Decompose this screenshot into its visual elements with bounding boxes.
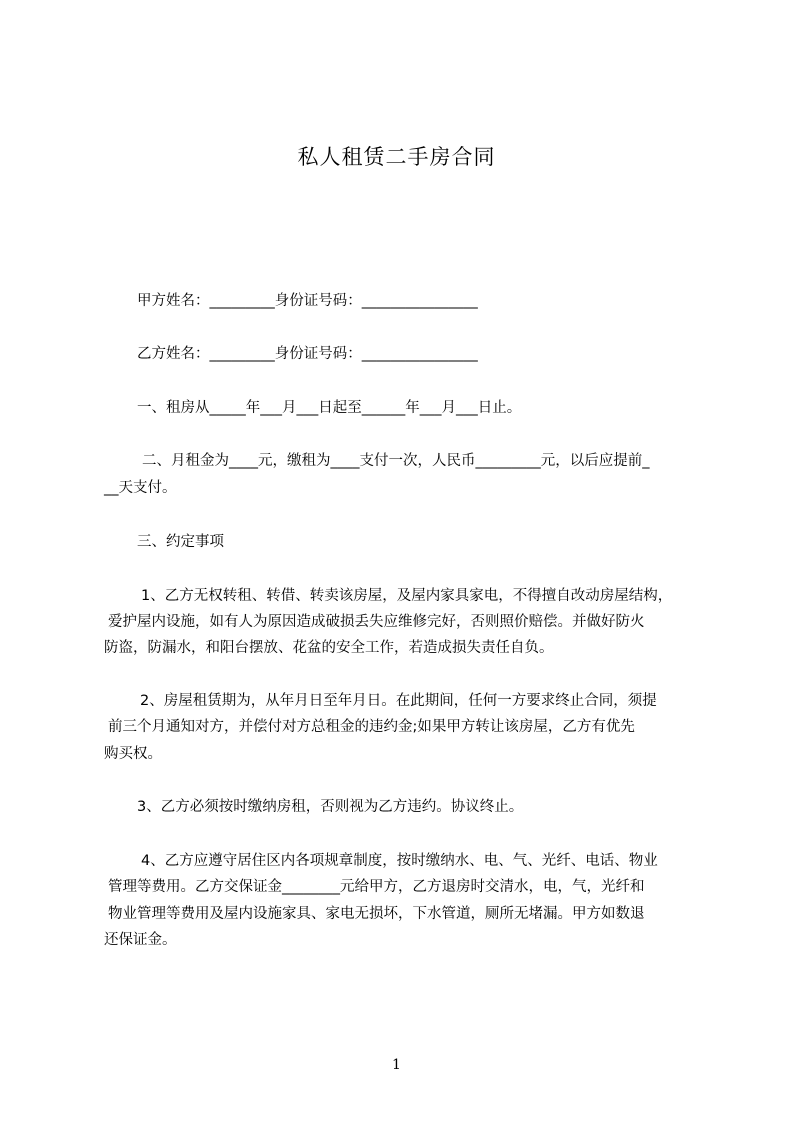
document-title: 私人租赁二手房合同: [297, 145, 496, 169]
item-2-line-1: 2、房屋租赁期为，从年月日至年月日。在此期间，任何一方要求终止合同，须提: [140, 693, 657, 709]
clause-2-line-2: __天支付。: [104, 480, 177, 496]
party-b-line: 乙方姓名：_________身份证号码：________________: [137, 346, 478, 362]
clause-1-term: 一、租房从_____年___月___日起至______年___月___日止。: [137, 400, 522, 416]
item-2-line-3: 购买权。: [104, 746, 162, 762]
item-4-line-3: 物业管理等费用及屋内设施家具、家电无损坏，下水管道，厕所无堵漏。甲方如数退: [108, 906, 645, 922]
party-a-line: 甲方姓名：_________身份证号码：________________: [137, 293, 478, 309]
item-4-line-2: 管理等费用。乙方交保证金________元给甲方，乙方退房时交清水，电，气，光纤和: [108, 879, 645, 895]
item-2-line-2: 前三个月通知对方，并偿付对方总租金的违约金;如果甲方转让该房屋，乙方有优先: [108, 719, 635, 735]
page-number: 1: [392, 1057, 401, 1073]
item-4-line-1: 4、乙方应遵守居住区内各项规章制度，按时缴纳水、电、气、光纤、电话、物业: [141, 853, 658, 869]
item-1-line-3: 防盗，防漏水，和阳台摆放、花盆的安全工作，若造成损失责任自负。: [104, 640, 554, 656]
item-3-line: 3、乙方必须按时缴纳房租，否则视为乙方违约。协议终止。: [137, 799, 524, 815]
item-4-line-4: 还保证金。: [104, 932, 177, 948]
item-1-line-2: 爱护屋内设施，如有人为原因造成破损丢失应维修完好，否则照价赔偿。并做好防火: [108, 614, 645, 630]
item-1-line-1: 1、乙方无权转租、转借、转卖该房屋，及屋内家具家电，不得擅自改动房屋结构，: [141, 588, 673, 604]
clause-2-line-1: 二、月租金为____元，缴租为____支付一次，人民币_________元，以后应提前_: [142, 453, 650, 469]
clause-3-heading: 三、约定事项: [137, 534, 224, 550]
